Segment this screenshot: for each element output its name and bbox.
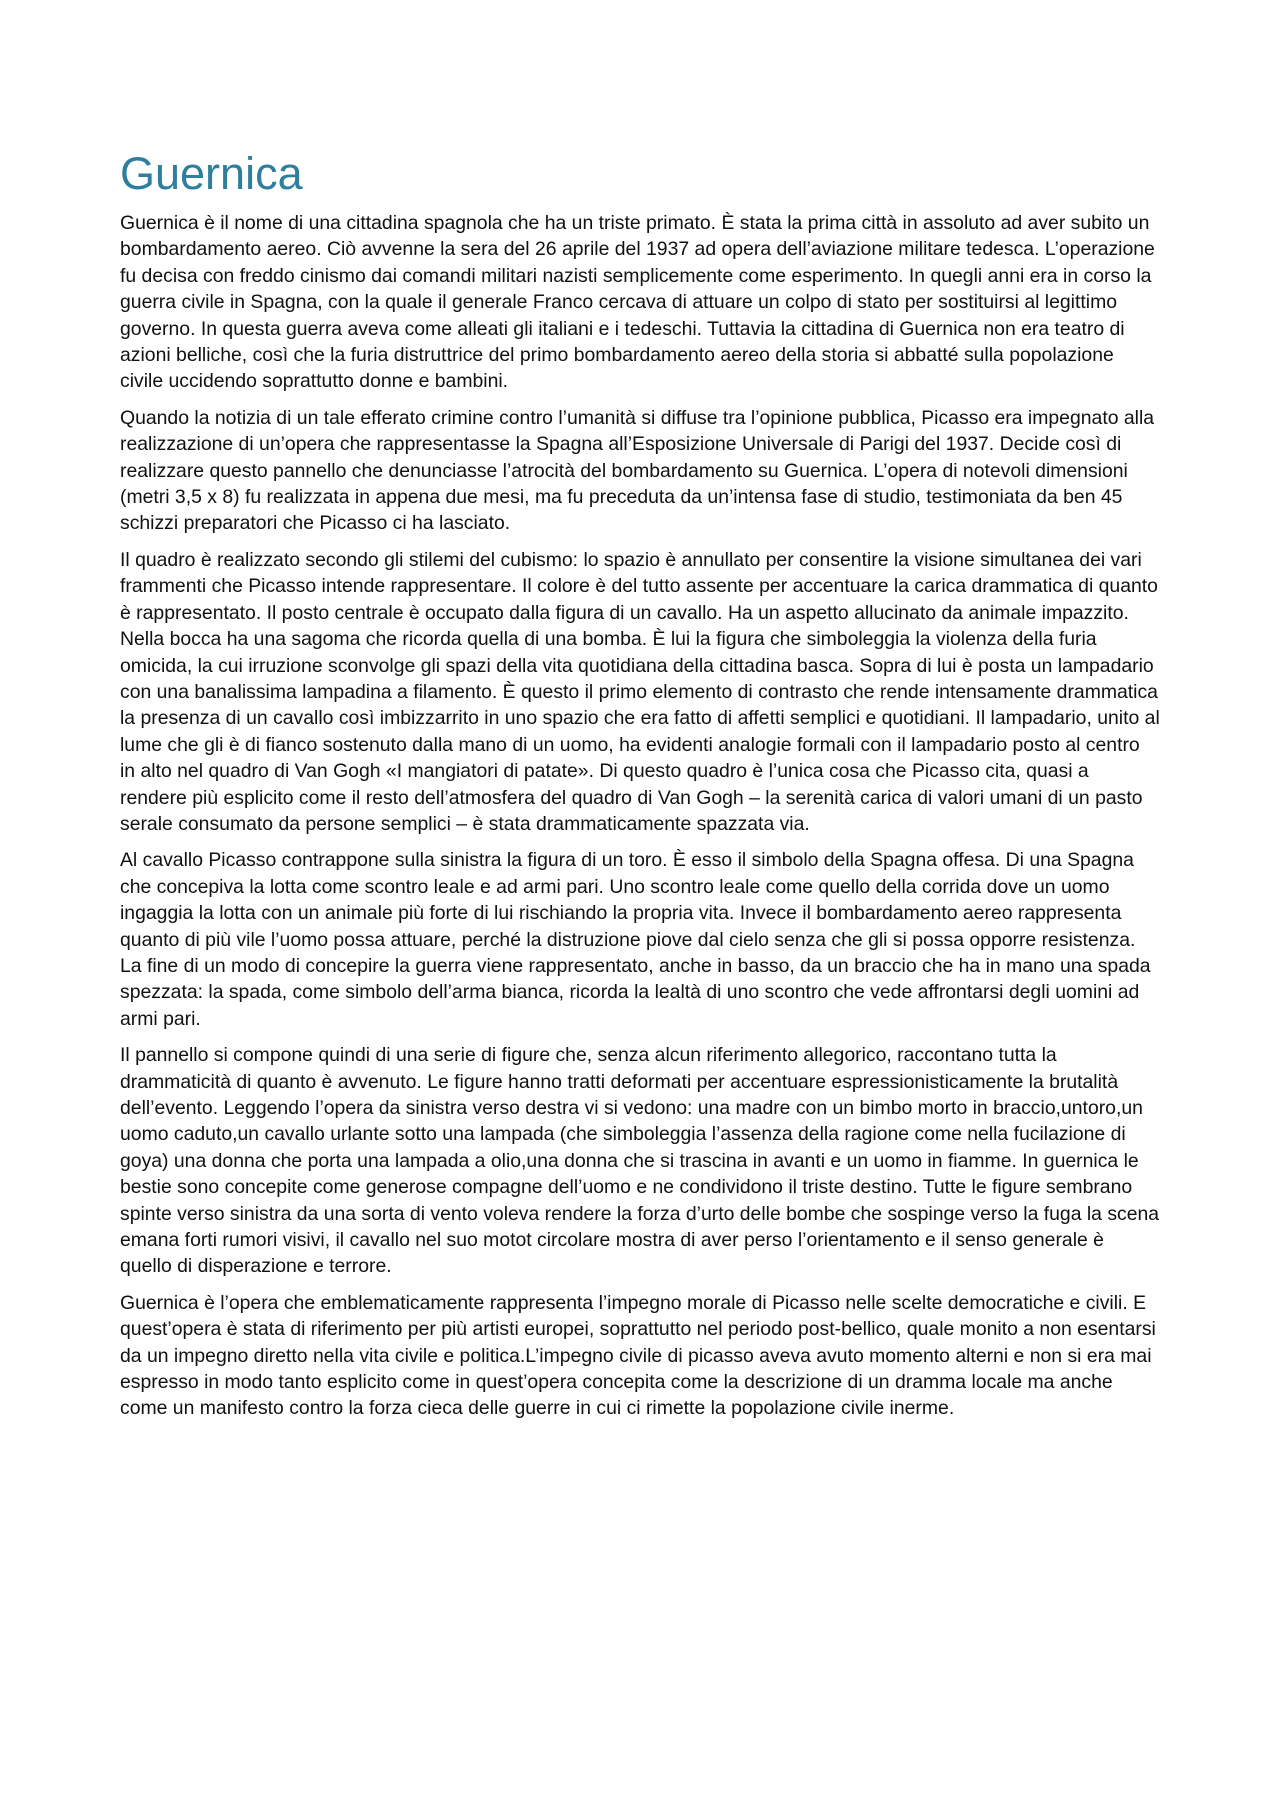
paragraph-5: Il pannello si compone quindi di una serie di figure che, senza alcun riferimento allegorico, raccontano tutta la drammaticità di quanto è avvenuto. Le figure hanno tratti deformati per accentuare espressionisticamente la brutalità dell’evento. Leggendo l’opera da sinistra verso destra vi si vedono: una madre con un bimbo morto in braccio,untoro,un uomo caduto,un cavallo urlante sotto una lampada (che simboleggia l’assenza della ragione come nella fucilazione di goya) una donna che porta una lampada a olio,una donna che si trascina in avanti e un uomo in fiamme. In guernica le bestie sono concepite come generose compagne dell’uomo e ne condividono il triste destino. Tutte le figure sembrano spinte verso sinistra da una sorta di vento voleva rendere la forza d’urto delle bombe che sospinge verso la fuga la scena emana forti rumori visivi, il cavallo nel suo motot circolare mostra di aver perso l’orientamento e il senso generale è quello di disperazione e terrore. [120, 1044, 1160, 1278]
paragraph-6: Guernica è l’opera che emblematicamente rappresenta l’impegno morale di Picasso nelle scelte democratiche e civili. E quest’opera è stata di riferimento per più artisti europei, soprattutto nel periodo post-bellico, quale monito a non esentarsi da un impegno diretto nella vita civile e politica.L’impegno civile di picasso aveva avuto momento alterni e non si era mai espresso in modo tanto esplicito come in quest’opera concepita come la descrizione di un dramma locale ma anche come un manifesto contro la forza cieca delle guerre in cui ci rimette la popolazione civile inerme. [120, 1291, 1156, 1420]
paragraph-4: Al cavallo Picasso contrappone sulla sinistra la figura di un toro. È esso il simbolo della Spagna offesa. Di una Spagna che concepiva la lotta come scontro leale e ad armi pari. Uno scontro leale come quello della corrida dove un uomo ingaggia la lotta con un animale più forte di lui rischiando la propria vita. Invece il bombardamento aereo rappresenta quanto di più vile l’uomo possa attuare, perché la distruzione piove dal cielo senza che gli si possa opporre resistenza. La fine di un modo di concepire la guerra viene rappresentato, anche in basso, da un braccio che ha in mano una spada spezzata: la spada, come simbolo dell’arma bianca, ricorda la lealtà di uno scontro che vede affrontarsi degli uomini ad armi pari. [120, 849, 1151, 1030]
paragraph-2: Quando la notizia di un tale efferato crimine contro l’umanità si diffuse tra l’opinione pubblica, Picasso era impegnato alla realizzazione di un’opera che rappresentasse la Spagna all’Esposizione Universale di Parigi del 1937. Decide così di realizzare questo pannello che denunciasse l’atrocità del bombardamento su Guernica. L’opera di notevoli dimensioni (metri 3,5 x 8) fu realizzata in appena due mesi, ma fu preceduta da un’intensa fase di studio, testimoniata da ben 45 schizzi preparatori che Picasso ci ha lasciato. [120, 406, 1155, 535]
page-title: Guernica [120, 148, 303, 199]
paragraph-1: Guernica è il nome di una cittadina spagnola che ha un triste primato. È stata la prima città in assoluto ad aver subito un bombardamento aereo. Ciò avvenne la sera del 26 aprile del 1937 ad opera dell’aviazione militare tedesca. L’operazione fu decisa con freddo cinismo dai comandi militari nazisti semplicemente come esperimento. In quegli anni era in corso la guerra civile in Spagna, con la quale il generale Franco cercava di attuare un colpo di stato per sostituirsi al legittimo governo. In questa guerra aveva come alleati gli italiani e i tedeschi. Tuttavia la cittadina di Guernica non era teatro di azioni belliche, così che la furia distruttrice del primo bombardamento aereo della storia si abbatté sulla popolazione civile uccidendo soprattutto donne e bambini. [120, 212, 1155, 393]
paragraph-3: Il quadro è realizzato secondo gli stilemi del cubismo: lo spazio è annullato per consentire la visione simultanea dei vari frammenti che Picasso intende rappresentare. Il colore è del tutto assente per accentuare la carica drammatica di quanto è rappresentato. Il posto centrale è occupato dalla figura di un cavallo. Ha un aspetto allucinato da animale impazzito. Nella bocca ha una sagoma che ricorda quella di una bomba. È lui la figura che simboleggia la violenza della furia omicida, la cui irruzione sconvolge gli spazi della vita quotidiana della cittadina basca. Sopra di lui è posta un lampadario con una banalissima lampadina a filamento. È questo il primo elemento di contrasto che rende intensamente drammatica la presenza di un cavallo così imbizzarrito in uno spazio che era fatto di affetti semplici e quotidiani. Il lampadario, unito al lume che gli è di fianco sostenuto dalla mano di un uomo, ha evidenti analogie formali con il lampadario posto al centro in alto nel quadro di Van Gogh «I mangiatori di patate». Di questo quadro è l’unica cosa che Picasso cita, quasi a rendere più esplicito come il resto dell’atmosfera del quadro di Van Gogh – la serenità carica di valori umani di un pasto serale consumato da persone semplici – è stata drammaticamente spazzata via. [120, 548, 1160, 835]
document-page [120, 146, 1160, 1432]
